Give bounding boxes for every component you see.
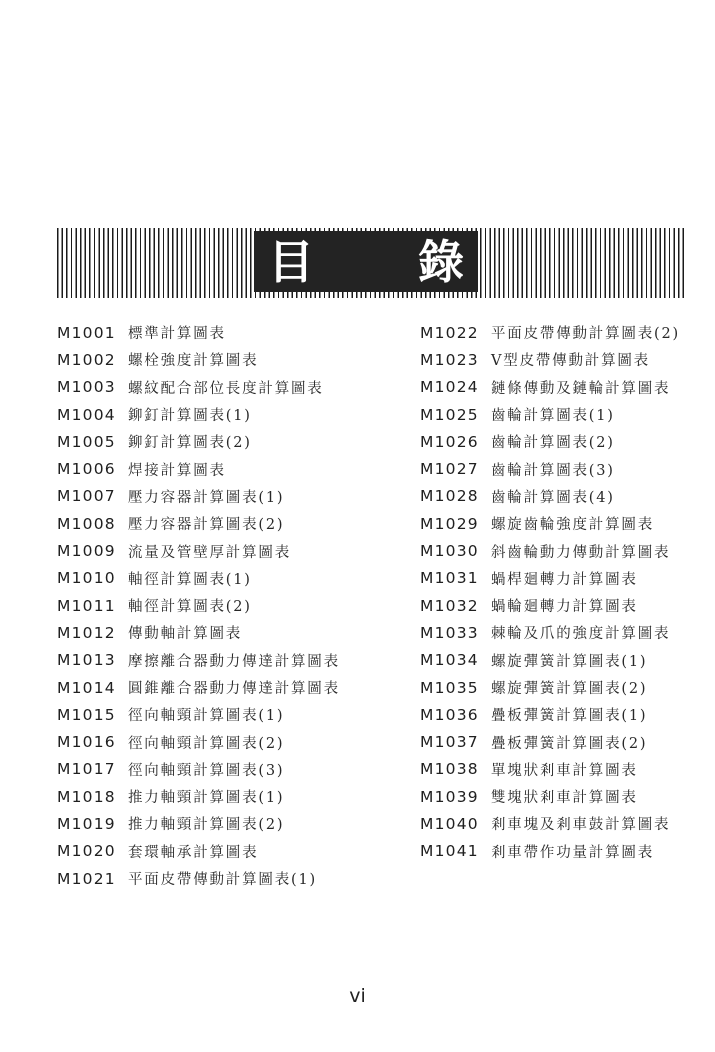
toc-entry-code: M1020: [57, 842, 116, 861]
toc-entry-title: 焊接計算圖表: [128, 462, 226, 479]
toc-entry-title: 壓力容器計算圖表(2): [128, 517, 285, 534]
toc-entry-title: 蝸桿廻轉力計算圖表: [491, 571, 638, 588]
toc-entry-title: 鉚釘計算圖表(1): [128, 408, 252, 425]
toc-entry-title: 剎車帶作功量計算圖表: [491, 844, 654, 861]
toc-entry: [420, 319, 680, 346]
toc-entry: [57, 401, 340, 428]
toc-entry: [57, 537, 340, 564]
toc-entry-title: 傳動軸計算圖表: [128, 626, 243, 643]
toc-entry-title: 軸徑計算圖表(2): [128, 599, 252, 616]
toc-entry-code: M1035: [420, 678, 479, 697]
toc-entry-code: M1040: [420, 814, 479, 833]
toc-entry: [57, 374, 340, 401]
toc-entry-title: 蝸輪廻轉力計算圖表: [491, 599, 638, 616]
toc-entry-title: 疊板彈簧計算圖表(2): [491, 735, 648, 752]
toc-entry-title: 軸徑計算圖表(1): [128, 571, 252, 588]
toc-entry-title: 摩擦離合器動力傳達計算圖表: [128, 653, 340, 670]
toc-entry: [57, 619, 340, 646]
heading-char-lu: 錄: [418, 234, 464, 289]
toc-entry: [420, 565, 680, 592]
toc-entry: [57, 428, 340, 455]
toc-entry-code: M1025: [420, 405, 479, 424]
toc-entry-title: 平面皮帶傳動計算圖表(2): [491, 326, 680, 343]
toc-entry-title: 棘輪及爪的強度計算圖表: [491, 626, 671, 643]
toc-column-right: [420, 319, 680, 865]
toc-entry: [420, 592, 680, 619]
toc-entry-code: M1024: [420, 378, 479, 397]
toc-entry-code: M1005: [57, 432, 116, 451]
toc-entry: [57, 838, 340, 865]
contents-banner: [57, 228, 685, 298]
toc-entry: [57, 565, 340, 592]
toc-entry-title: 斜齒輪動力傳動計算圖表: [491, 544, 671, 561]
toc-entry-code: M1037: [420, 733, 479, 752]
toc-entry-title: 徑向軸頸計算圖表(2): [128, 735, 285, 752]
toc-entry: [420, 810, 680, 837]
toc-entry: [420, 674, 680, 701]
toc-entry: [57, 810, 340, 837]
toc-entry-code: M1036: [420, 705, 479, 724]
toc-entry-code: M1001: [57, 323, 116, 342]
toc-entry: [57, 592, 340, 619]
toc-entry-code: M1017: [57, 760, 116, 779]
toc-entry: [420, 401, 680, 428]
toc-entry-code: M1022: [420, 323, 479, 342]
toc-entry-code: M1003: [57, 378, 116, 397]
toc-entry: [57, 674, 340, 701]
toc-entry: [420, 756, 680, 783]
toc-entry: [420, 455, 680, 482]
toc-entry-title: 螺栓強度計算圖表: [128, 353, 259, 370]
toc-entry: [420, 619, 680, 646]
toc-entry: [57, 483, 340, 510]
toc-entry: [57, 728, 340, 755]
toc-entry-title: 推力軸頸計算圖表(1): [128, 790, 285, 807]
toc-entry-title: 徑向軸頸計算圖表(1): [128, 708, 285, 725]
toc-entry: [420, 510, 680, 537]
toc-entry-title: 流量及管壁厚計算圖表: [128, 544, 291, 561]
toc-entry: [420, 783, 680, 810]
toc-entry-code: M1033: [420, 623, 479, 642]
toc-entry-code: M1039: [420, 787, 479, 806]
toc-entry-code: M1029: [420, 514, 479, 533]
toc-column-left: [57, 319, 340, 892]
toc-entry: [57, 510, 340, 537]
toc-entry-code: M1008: [57, 514, 116, 533]
toc-entry-code: M1027: [420, 460, 479, 479]
toc-entry: [420, 537, 680, 564]
toc-entry: [420, 374, 680, 401]
toc-entry: [420, 647, 680, 674]
toc-entry-title: 標準計算圖表: [128, 326, 226, 343]
toc-entry-code: M1013: [57, 651, 116, 670]
toc-entry: [420, 428, 680, 455]
toc-entry-code: M1012: [57, 623, 116, 642]
toc-entry-code: M1016: [57, 733, 116, 752]
toc-entry-code: M1009: [57, 542, 116, 561]
toc-entry-code: M1034: [420, 651, 479, 670]
toc-entry-code: M1014: [57, 678, 116, 697]
toc-entry-code: M1006: [57, 460, 116, 479]
toc-entry-title: 圓錐離合器動力傳達計算圖表: [128, 681, 340, 697]
toc-entry: [420, 346, 680, 373]
toc-entry-code: M1002: [57, 350, 116, 369]
page-number: vi: [349, 985, 366, 1007]
toc-entry-title: 鏈條傳動及鏈輪計算圖表: [491, 380, 671, 397]
toc-entry: [420, 728, 680, 755]
toc-entry-title: 雙塊狀剎車計算圖表: [491, 790, 638, 807]
toc-entry-title: 齒輪計算圖表(2): [491, 435, 615, 452]
toc-entry-code: M1028: [420, 487, 479, 506]
toc-entry: [57, 346, 340, 373]
toc-entry: [57, 783, 340, 810]
toc-entry-title: 徑向軸頸計算圖表(3): [128, 762, 285, 779]
toc-entry: [57, 756, 340, 783]
toc-entry-code: M1011: [57, 596, 116, 615]
toc-entry-code: M1019: [57, 814, 116, 833]
toc-entry-code: M1026: [420, 432, 479, 451]
toc-entry-code: M1004: [57, 405, 116, 424]
toc-entry-title: 剎車塊及剎車鼓計算圖表: [491, 817, 671, 834]
toc-entry-title: 齒輪計算圖表(3): [491, 462, 615, 479]
toc-entry-title: 鉚釘計算圖表(2): [128, 435, 252, 452]
toc-entry-code: M1007: [57, 487, 116, 506]
toc-entry-title: 螺旋彈簧計算圖表(2): [491, 681, 648, 697]
toc-entry: [57, 865, 340, 892]
toc-entry-title: 單塊狀剎車計算圖表: [491, 762, 638, 779]
toc-entry-code: M1041: [420, 842, 479, 861]
toc-entry-code: M1038: [420, 760, 479, 779]
toc-entry-title: 平面皮帶傳動計算圖表(1): [128, 872, 317, 889]
toc-entry-title: 疊板彈簧計算圖表(1): [491, 708, 648, 725]
toc-entry-title: 齒輪計算圖表(1): [491, 408, 615, 425]
heading-char-mu: 目: [268, 234, 314, 289]
toc-entry-title: 套環軸承計算圖表: [128, 844, 259, 861]
toc-entry: [57, 319, 340, 346]
toc-entry-code: M1032: [420, 596, 479, 615]
toc-entry-title: 齒輪計算圖表(4): [491, 489, 615, 506]
toc-entry: [420, 483, 680, 510]
toc-entry: [57, 647, 340, 674]
toc-entry-title: V型皮帶傳動計算圖表: [491, 353, 650, 370]
toc-entry: [57, 455, 340, 482]
toc-entry-title: 螺旋齒輪強度計算圖表: [491, 517, 654, 534]
toc-entry-code: M1030: [420, 542, 479, 561]
toc-entry-title: 螺旋彈簧計算圖表(1): [491, 653, 648, 670]
toc-entry-title: 壓力容器計算圖表(1): [128, 489, 285, 506]
toc-entry: [420, 838, 680, 865]
toc-entry-code: M1018: [57, 787, 116, 806]
toc-entry: [420, 701, 680, 728]
toc-entry-code: M1023: [420, 350, 479, 369]
toc-entry-code: M1021: [57, 869, 116, 888]
contents-heading: [254, 231, 478, 292]
toc-entry-code: M1015: [57, 705, 116, 724]
toc-entry-title: 推力軸頸計算圖表(2): [128, 817, 285, 834]
toc-entry-title: 螺紋配合部位長度計算圖表: [128, 380, 324, 397]
toc-entry-code: M1031: [420, 569, 479, 588]
toc-entry-code: M1010: [57, 569, 116, 588]
toc-entry: [57, 701, 340, 728]
